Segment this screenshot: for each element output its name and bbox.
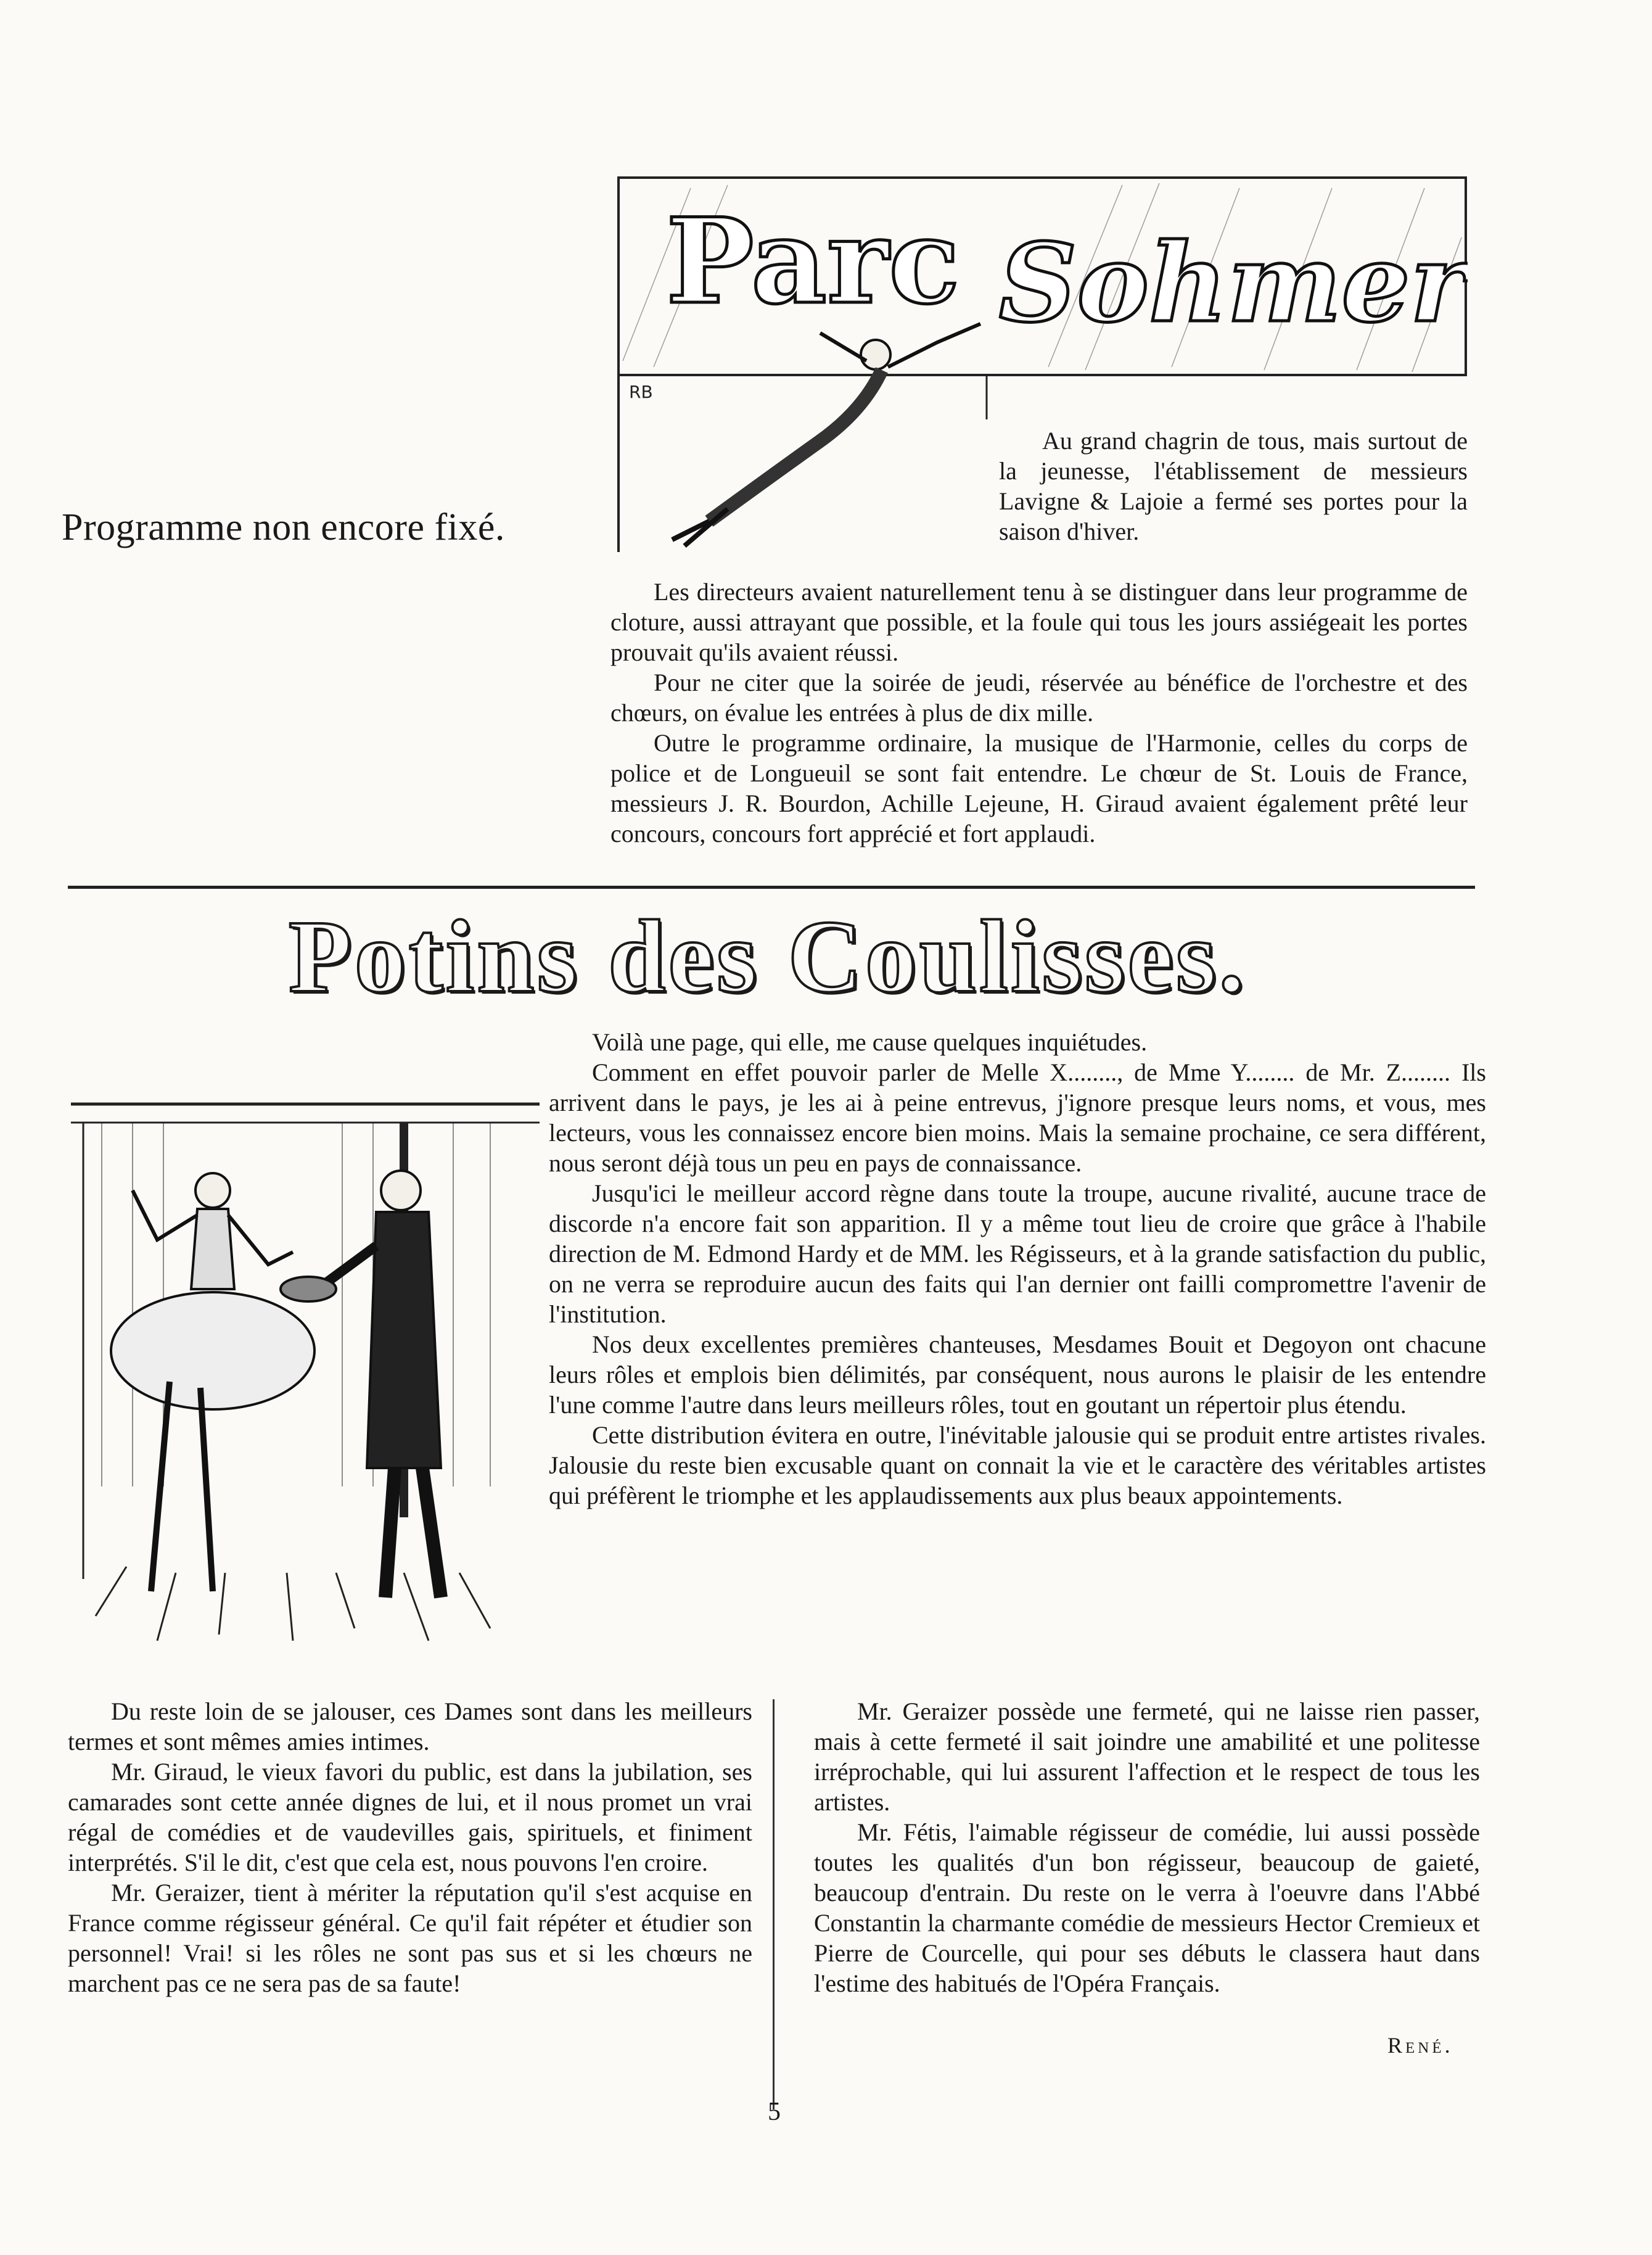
acrobat-figure — [672, 324, 980, 546]
left-paragraph-3: Mr. Geraizer, tient à mériter la réputation qu'il s'est acquise en France comme régisseur général. Ce qu'il fait répéter et étudier son personnel! Vrai! si les rôles ne sont pas sus et si les chœurs ne marchent pas ce ne sera pas de sa faute! — [68, 1879, 752, 1997]
left-paragraph-2: Mr. Giraud, le vieux favori du public, est dans la jubilation, ses camarades sont cette année dignes de lui, et il nous promet un vrai régal de comédies et de vaudevilles gais, spirituels, et finiment interprétés. S'il le dit, c'est que cela est, nous pouvons l'en croire. — [68, 1758, 752, 1876]
right-paragraph-1: Mr. Geraizer possède une fermeté, qui ne laisse rien passer, mais à cette fermeté il sait joindre une amabilité et une politesse irréprochable, qui lui assurent l'affection et le respect de tous les artistes. — [814, 1697, 1480, 1816]
potins-paragraph-5: Cette distribution évitera en outre, l'inévitable jalousie qui se produit entre artistes rivales. Jalousie du reste bien excusable quant on connait la vie et le caractère des véritables artistes qui préfèrent le triomphe et les applaudissements aux plus beaux appointements. — [549, 1421, 1486, 1509]
parc-heading-word: Parc — [666, 192, 960, 330]
author-signature: René. — [1387, 2033, 1453, 2058]
section-divider — [68, 886, 1475, 889]
program-note: Programme non encore fixé. — [62, 506, 505, 548]
gentleman-figure — [281, 1171, 441, 1597]
potins-paragraph-4: Nos deux excellentes premières chanteuses, Mesdames Bouit et Degoyon ont chacune leurs rôles et emplois bien délimités, par conséquent, nous aurons le plaisir de les entendre l'une comme l'autre dans leurs meilleurs rôles, tout en goutant un répertoir plus étendu. — [549, 1330, 1486, 1419]
page-number: 5 — [768, 2098, 781, 2126]
left-column — [68, 1696, 752, 1998]
parc-paragraph-4: Outre le programme ordinaire, la musique de l'Harmonie, celles du corps de police et de Longueuil se sont fait entendre. Le chœur de St. Louis de France, messieurs J. R. Bourdon, Achille Lejeune, H. Giraud avaient également prêté leur concours, concours fort apprécié et fort applaudi. — [610, 729, 1468, 847]
artist-mark: RB — [629, 382, 653, 402]
potins-paragraph-1: Voilà une page, qui elle, me cause quelques inquiétudes. — [592, 1028, 1148, 1056]
left-paragraph-1: Du reste loin de se jalouser, ces Dames sont dans les meilleurs termes et sont mêmes amies intimes. — [68, 1697, 752, 1755]
potins-paragraph-2: Comment en effet pouvoir parler de Melle X........, de Mme Y........ de Mr. Z........ Ils arrivent dans le pays, je les ai à peine entrevus, j'ignore presque leurs noms, et vous, mes lecteurs, vous les connaissez encore bien moins. Mais la semaine prochaine, ce sera différent, nous seront déjà tous un peu en pays de connaissance. — [549, 1058, 1486, 1177]
parc-paragraph-3: Pour ne citer que la soirée de jeudi, réservée au bénéfice de l'orchestre et des chœurs, on évalue les entrées à plus de dix mille. — [610, 669, 1468, 727]
parc-paragraphs — [610, 577, 1468, 849]
parc-paragraph-1: Au grand chagrin de tous, mais surtout de la jeunesse, l'établissement de messieurs Lavigne & Lajoie a fermé ses portes pour la saison d'hiver. — [999, 427, 1468, 545]
potins-main-text — [549, 1027, 1486, 1511]
potins-title: Potins des Coulisses. — [288, 899, 1247, 1014]
parc-paragraph-2: Les directeurs avaient naturellement tenu à se distinguer dans leur programme de cloture, aussi attrayant que possible, et la foule qui tous les jours assiégeait les portes prouvait qu'ils avaient réussi. — [610, 578, 1468, 666]
dancer-figure — [111, 1173, 314, 1591]
right-paragraph-2: Mr. Fétis, l'aimable régisseur de comédie, lui aussi possède toutes les qualités d'un bon régisseur, beaucoup de gaieté, beaucoup d'entrain. Du reste on le verra à l'oeuvre dans l'Abbé Constantin la charmante comédie de messieurs Hector Cremieux et Pierre de Courcelle, qui pour ses débuts le classera haut dans l'estime des habitués de l'Opéra Français. — [814, 1818, 1480, 1997]
right-column — [814, 1696, 1480, 1998]
sohmer-heading-word: Sohmer — [999, 220, 1468, 347]
dancer-illustration — [59, 1086, 552, 1672]
column-separator — [773, 1699, 775, 2109]
potins-paragraph-3: Jusqu'ici le meilleur accord règne dans toute la troupe, aucune rivalité, aucune trace de discorde n'a encore fait son apparition. Il y a même tout lieu de croire que grâce à l'habile direction de M. Edmond Hardy et de MM. les Régisseurs, et à la grande satisfaction du public, on ne verra se reproduire aucun des faits qui l'an dernier ont failli compromettre l'avenir de l'institution. — [549, 1179, 1486, 1328]
